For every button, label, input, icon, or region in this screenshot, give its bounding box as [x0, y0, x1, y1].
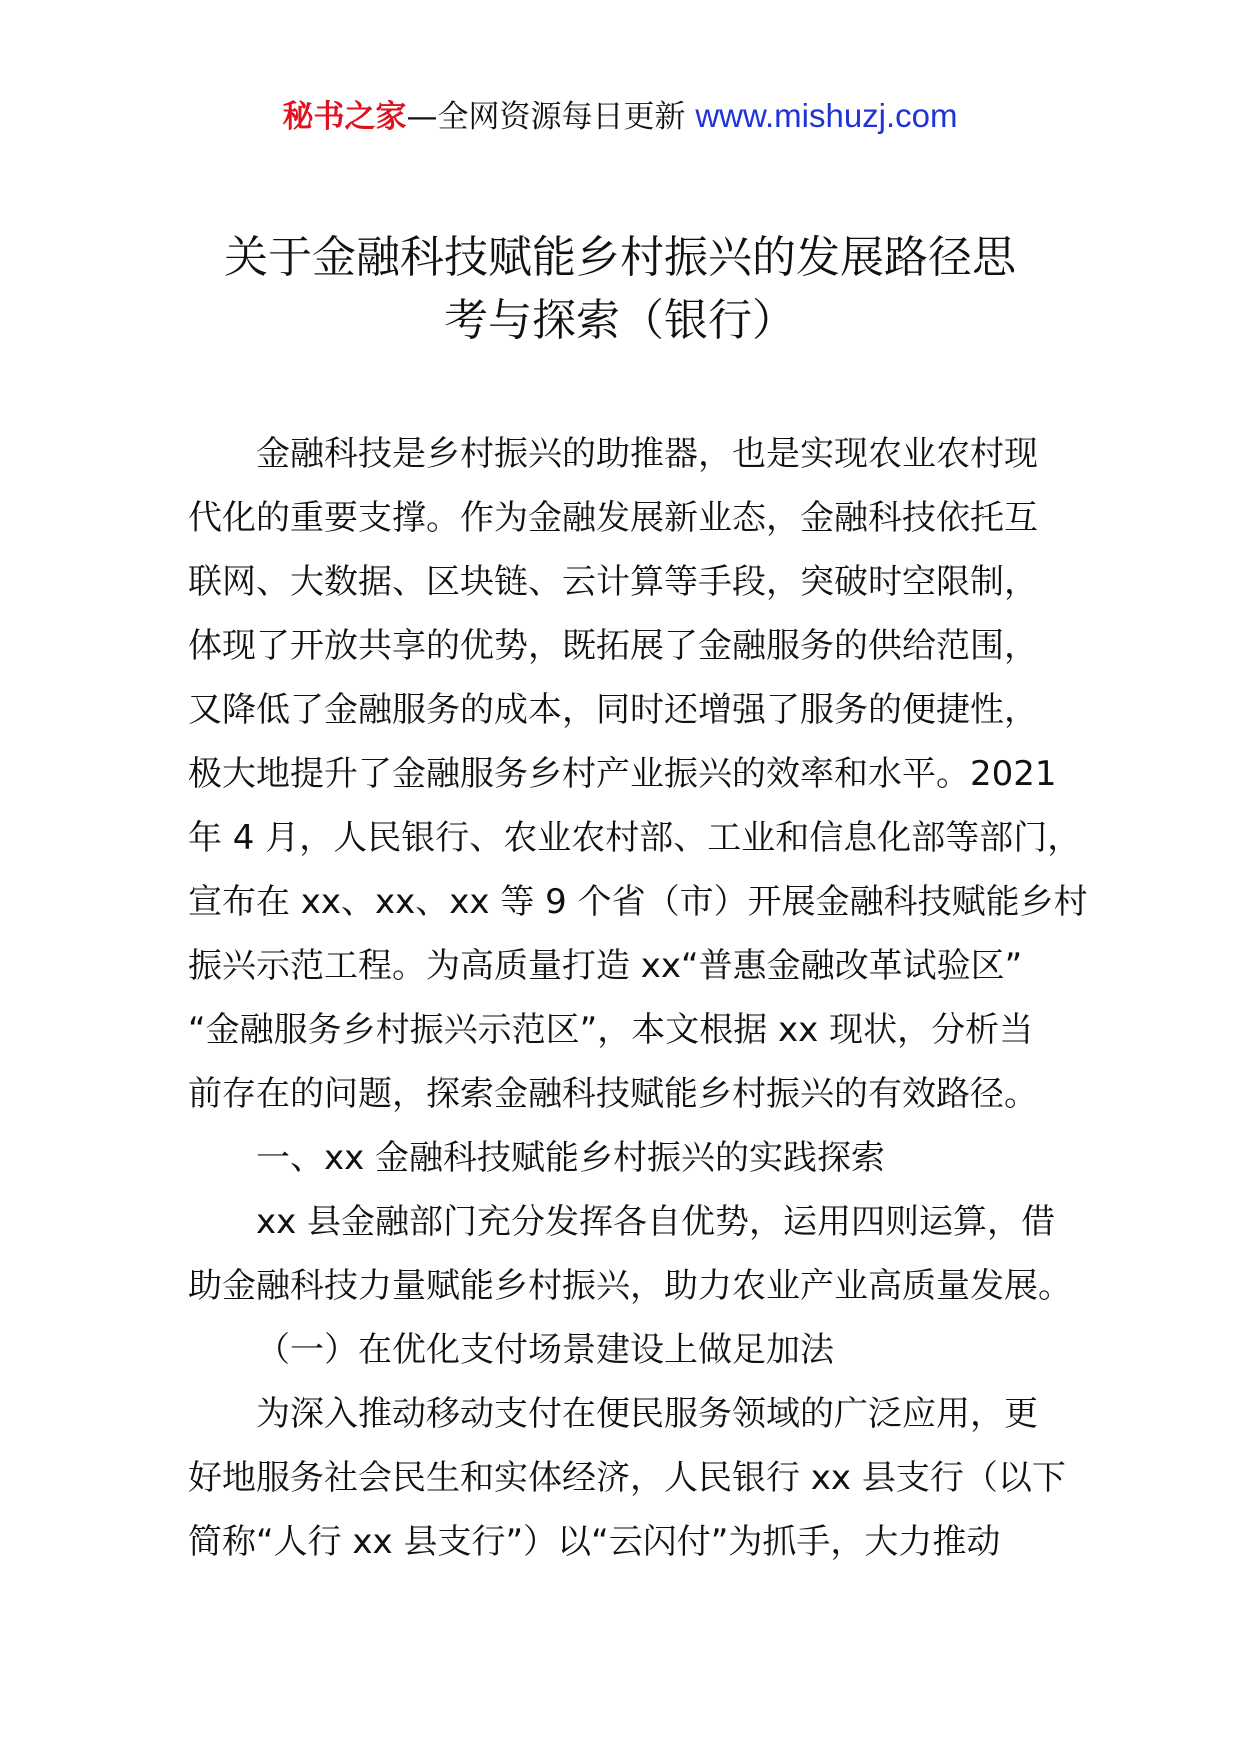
paragraph-line: 年 4 月，人民银行、农业农村部、工业和信息化部等部门，: [188, 818, 1082, 858]
paragraph-line: 助金融科技力量赋能乡村振兴，助力农业产业高质量发展。: [188, 1266, 1072, 1306]
paragraph-line: 宣布在 xx、xx、xx 等 9 个省（市）开展金融科技赋能乡村: [188, 882, 1088, 922]
paragraph-line: 前存在的问题，探索金融科技赋能乡村振兴的有效路径。: [188, 1074, 1038, 1114]
subsection-heading: （一）在优化支付场景建设上做足加法: [256, 1330, 834, 1370]
title-line: 考与探索（银行）: [444, 295, 796, 346]
section-heading: 一、xx 金融科技赋能乡村振兴的实践探索: [256, 1138, 886, 1178]
paragraph-line: 又降低了金融服务的成本，同时还增强了服务的便捷性，: [188, 690, 1038, 730]
paragraph-line: 代化的重要支撑。作为金融发展新业态，金融科技依托互: [188, 498, 1038, 538]
paragraph-line: 联网、大数据、区块链、云计算等手段，突破时空限制，: [188, 562, 1038, 602]
paragraph-line: 体现了开放共享的优势，既拓展了金融服务的供给范围，: [188, 626, 1038, 666]
paragraph-line: 简称“人行 xx 县支行”）以“云闪付”为抓手，大力推动: [188, 1522, 1001, 1562]
site-header: [0, 96, 1240, 137]
site-brand: 秘书之家: [282, 99, 407, 135]
document-body: [188, 422, 1088, 1574]
title-line: 关于金融科技赋能乡村振兴的发展路径思: [224, 232, 1016, 283]
paragraph-line: 振兴示范工程。为高质量打造 xx“普惠金融改革试验区”: [188, 946, 1023, 986]
document-title: [150, 226, 1090, 352]
paragraph-line: 极大地提升了金融服务乡村产业振兴的效率和水平。2021: [188, 754, 1057, 794]
paragraph-line: 好地服务社会民生和实体经济，人民银行 xx 县支行（以下: [188, 1458, 1066, 1498]
paragraph-line: 为深入推动移动支付在便民服务领域的广泛应用，更: [256, 1394, 1038, 1434]
site-url-link[interactable]: www.mishuzj.com: [695, 97, 958, 134]
paragraph-line: 金融科技是乡村振兴的助推器，也是实现农业农村现: [256, 434, 1038, 474]
paragraph-line: xx 县金融部门充分发挥各自优势，运用四则运算，借: [256, 1202, 1056, 1242]
site-tagline: —全网资源每日更新: [406, 99, 686, 135]
paragraph-line: “金融服务乡村振兴示范区”，本文根据 xx 现状，分析当: [188, 1010, 1034, 1050]
